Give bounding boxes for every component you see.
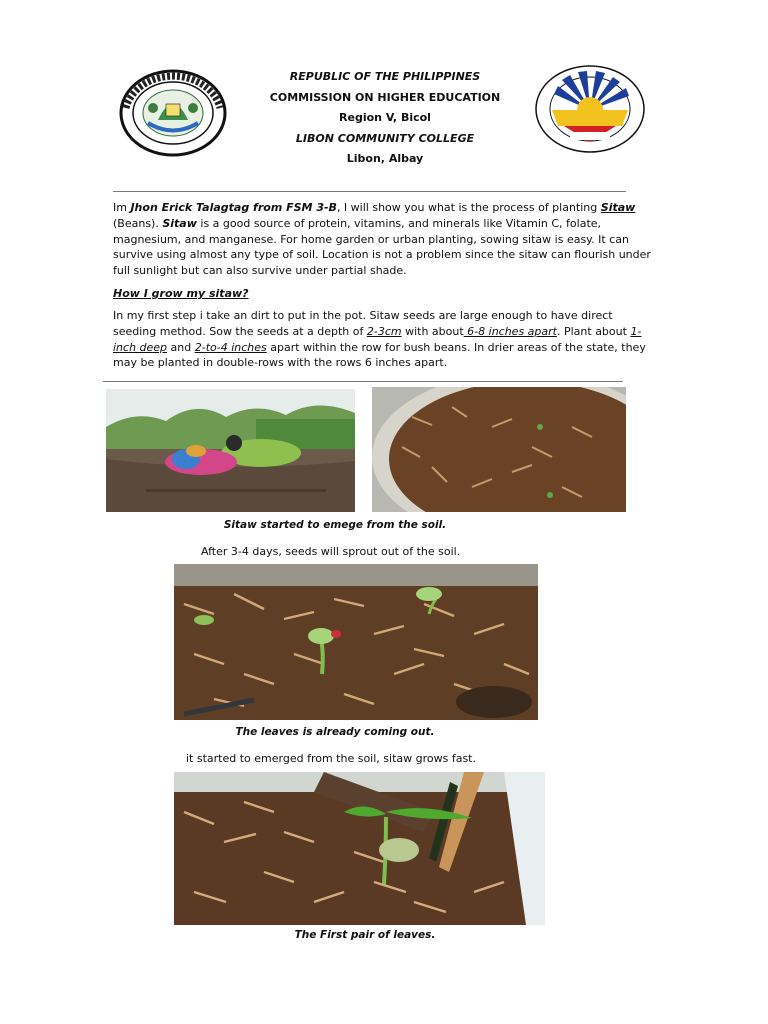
libon-college-seal xyxy=(118,68,228,158)
sitaw-term: Sitaw xyxy=(600,201,636,214)
steps-text: apart within the row for bush beans. In drier areas of the state, they may be planted in double-rows with the rows 6 inches apart. xyxy=(113,340,646,370)
measure-underline: 2-to-4 inches xyxy=(194,340,267,354)
header-college: LIBON COMMUNITY COLLEGE xyxy=(295,131,475,145)
measure-underline: 1-inch deep xyxy=(113,324,642,354)
header-republic: REPUBLIC OF THE PHILIPPINES xyxy=(289,70,481,83)
steps-text: . Plant about xyxy=(556,324,631,338)
photo-pot-soil xyxy=(372,387,626,512)
caption-emerge: Sitaw started to emege from the soil. xyxy=(223,519,447,531)
ched-seal xyxy=(534,64,646,154)
steps-text: In my first step i take an dirt to put in the pot. Sitaw seeds are large enough to have direct seeding method. Sow the seeds at a depth of xyxy=(113,309,613,338)
header-location: Libon, Albay xyxy=(346,152,424,165)
header-region: Region V, Bicol xyxy=(339,111,431,124)
steps-text: with about xyxy=(401,324,464,338)
photo-planting-field xyxy=(106,389,355,512)
intro-text: Im xyxy=(113,201,131,214)
intro-text: , I will show you what is the process of planting xyxy=(336,201,601,214)
measure-underline: 2-3cm xyxy=(366,324,402,338)
sitaw-term: Sitaw xyxy=(162,216,197,230)
intro-text: is a good source of protein, vitamins, and minerals like Vitamin C, folate, magnesium, and manganese. For home garden or urban planting, sowing sitaw is easy. It can survive using almost any type of soil. Location is not a problem since the sitaw can flourish under full sunlight but can also survive under partial shade. xyxy=(113,216,651,278)
text-sprout: After 3-4 days, seeds will sprout out of the soil. xyxy=(201,545,461,558)
caption-leaves-coming: The leaves is already coming out. xyxy=(235,726,435,738)
document-header xyxy=(250,67,520,170)
intro-paragraph xyxy=(113,200,658,279)
section-heading: How I grow my sitaw? xyxy=(113,287,249,300)
intro-text: (Beans). xyxy=(113,216,163,230)
photo-first-leaves xyxy=(174,772,545,925)
section-divider xyxy=(103,381,623,382)
photo-sprouts xyxy=(174,564,538,720)
steps-text: and xyxy=(167,340,195,354)
text-grows-fast: it started to emerged from the soil, sitaw grows fast. xyxy=(186,752,476,765)
author-name: Jhon Erick Talagtag from FSM 3-B xyxy=(130,201,337,214)
header-divider xyxy=(113,191,626,192)
measure-underline: 6-8 inches apart xyxy=(463,324,557,338)
steps-paragraph xyxy=(113,308,658,371)
caption-first-leaves: The First pair of leaves. xyxy=(294,929,436,941)
header-commission: COMMISSION ON HIGHER EDUCATION xyxy=(269,90,501,104)
